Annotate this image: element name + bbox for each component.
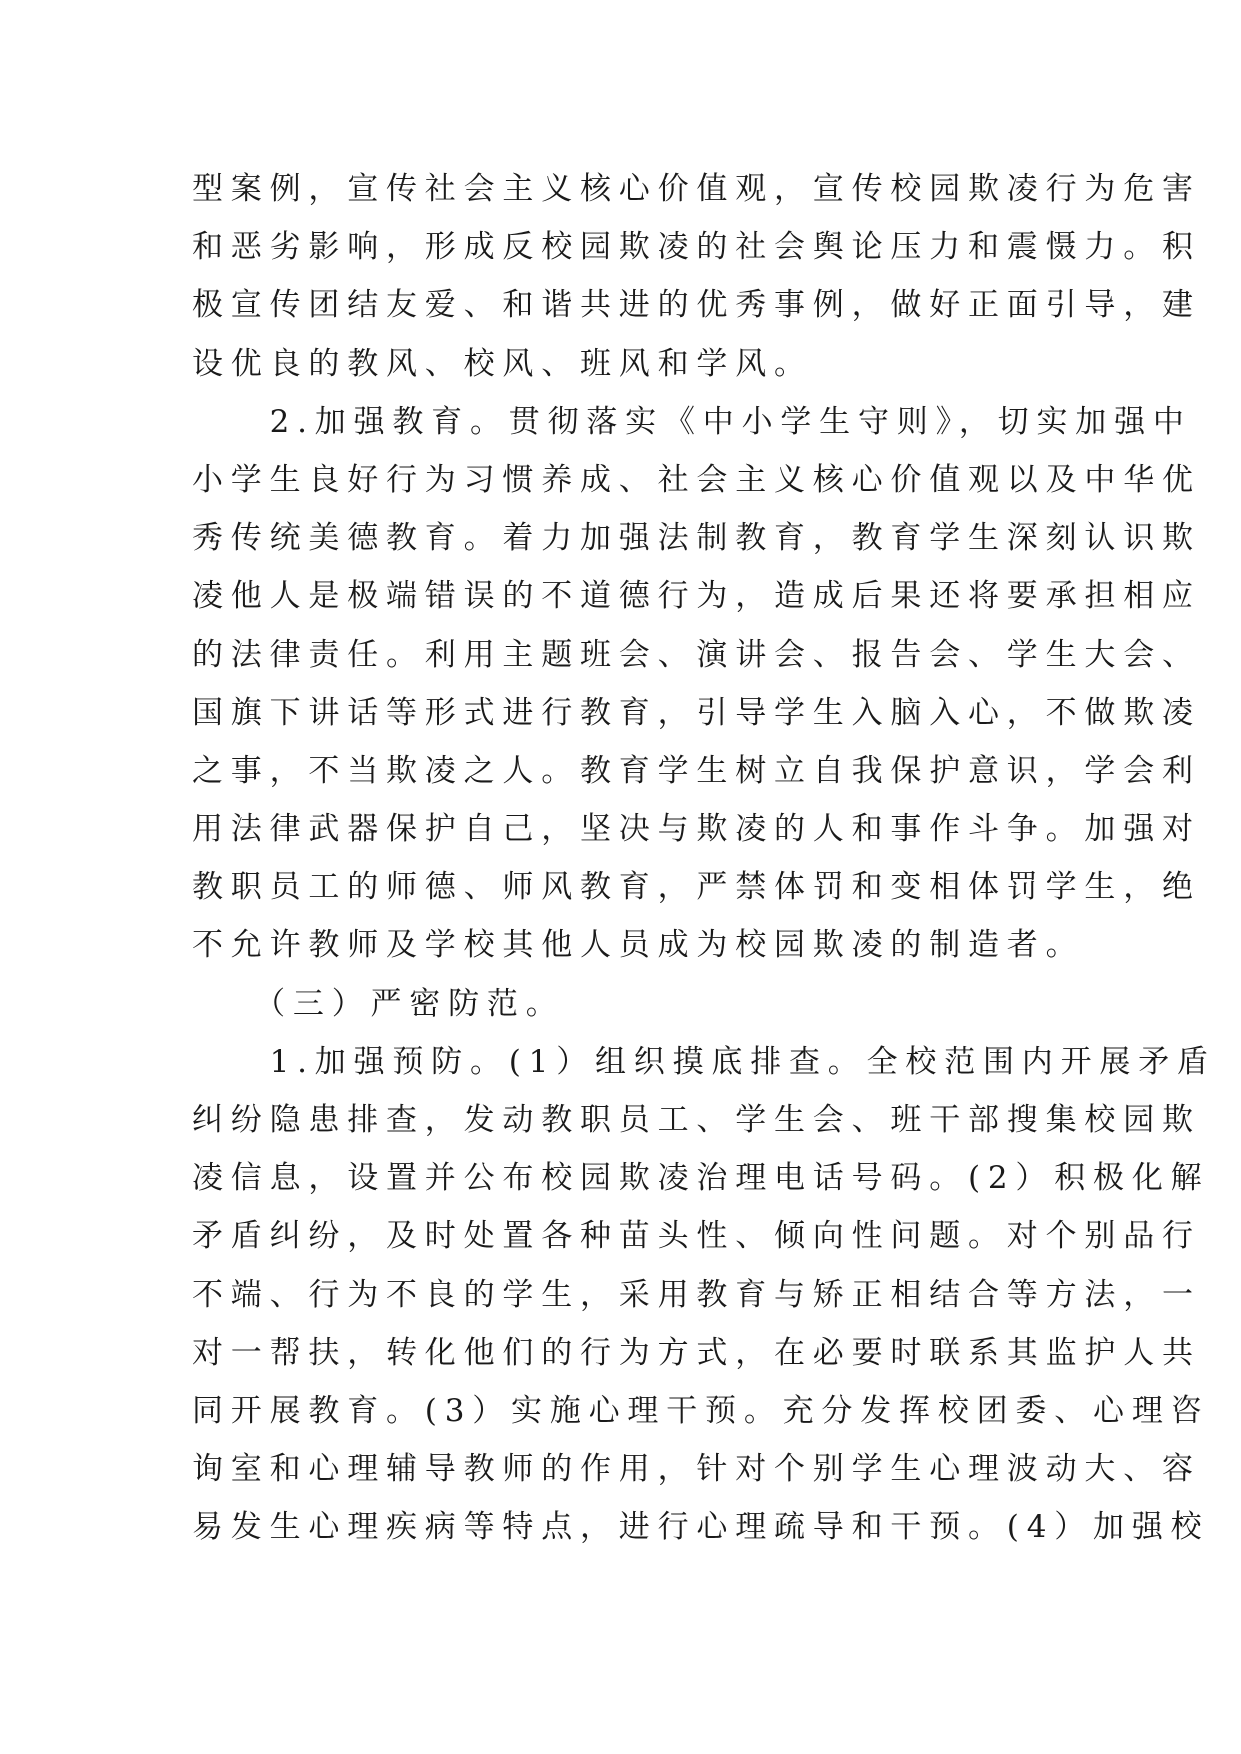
text-line: 极宣传团结友爱、和谐共进的优秀事例，做好正面引导，建 [192, 287, 1201, 324]
text-line: 国旗下讲话等形式进行教育，引导学生入脑入心，不做欺凌 [192, 694, 1201, 731]
section-heading-3: （三）严密防范。 [192, 985, 565, 1022]
text-line: 同开展教育。(3）实施心理干预。充分发挥校团委、心理咨 [192, 1392, 1210, 1429]
text-line: 小学生良好行为习惯养成、社会主义核心价值观以及中华优 [192, 461, 1201, 498]
text-line: 之事，不当欺凌之人。教育学生树立自我保护意识，学会利 [192, 752, 1201, 789]
text-line: 不端、行为不良的学生，采用教育与矫正相结合等方法，一 [192, 1276, 1201, 1313]
text-line: 易发生心理疾病等特点，进行心理疏导和干预。(4）加强校 [192, 1509, 1210, 1546]
text-line: 不允许教师及学校其他人员成为校园欺凌的制造者。 [192, 927, 1085, 964]
text-line: 用法律武器保护自己，坚决与欺凌的人和事作斗争。加强对 [192, 811, 1201, 848]
text-line: 教职员工的师德、师风教育，严禁体罚和变相体罚学生，绝 [192, 869, 1201, 906]
text-line: 型案例，宣传社会主义核心价值观，宣传校园欺凌行为危害 [192, 171, 1201, 207]
text-line: 对一帮扶，转化他们的行为方式，在必要时联系其监护人共 [192, 1334, 1201, 1371]
text-line: 的法律责任。利用主题班会、演讲会、报告会、学生大会、 [192, 636, 1201, 673]
paragraph-heading-1: 1.加强预防。(1）组织摸底排查。全校范围内开展矛盾 [192, 1043, 1216, 1080]
body-text [192, 160, 1216, 1557]
text-line: 设优良的教风、校风、班风和学风。 [192, 345, 813, 382]
text-line: 凌信息，设置并公布校园欺凌治理电话号码。(2）积极化解 [192, 1160, 1210, 1197]
text-line: 矛盾纠纷，及时处置各种苗头性、倾向性问题。对个别品行 [192, 1218, 1201, 1255]
text-line: 凌他人是极端错误的不道德行为，造成后果还将要承担相应 [192, 578, 1201, 615]
paragraph-heading-2: 2.加强教育。贯彻落实《中小学生守则》，切实加强中 [192, 403, 1192, 440]
text-line: 和恶劣影响，形成反校园欺凌的社会舆论压力和震慑力。积 [192, 229, 1201, 266]
text-line: 询室和心理辅导教师的作用，针对个别学生心理波动大、容 [192, 1451, 1201, 1488]
text-line: 秀传统美德教育。着力加强法制教育，教育学生深刻认识欺 [192, 520, 1201, 557]
text-line: 纠纷隐患排查，发动教职员工、学生会、班干部搜集校园欺 [192, 1102, 1201, 1138]
